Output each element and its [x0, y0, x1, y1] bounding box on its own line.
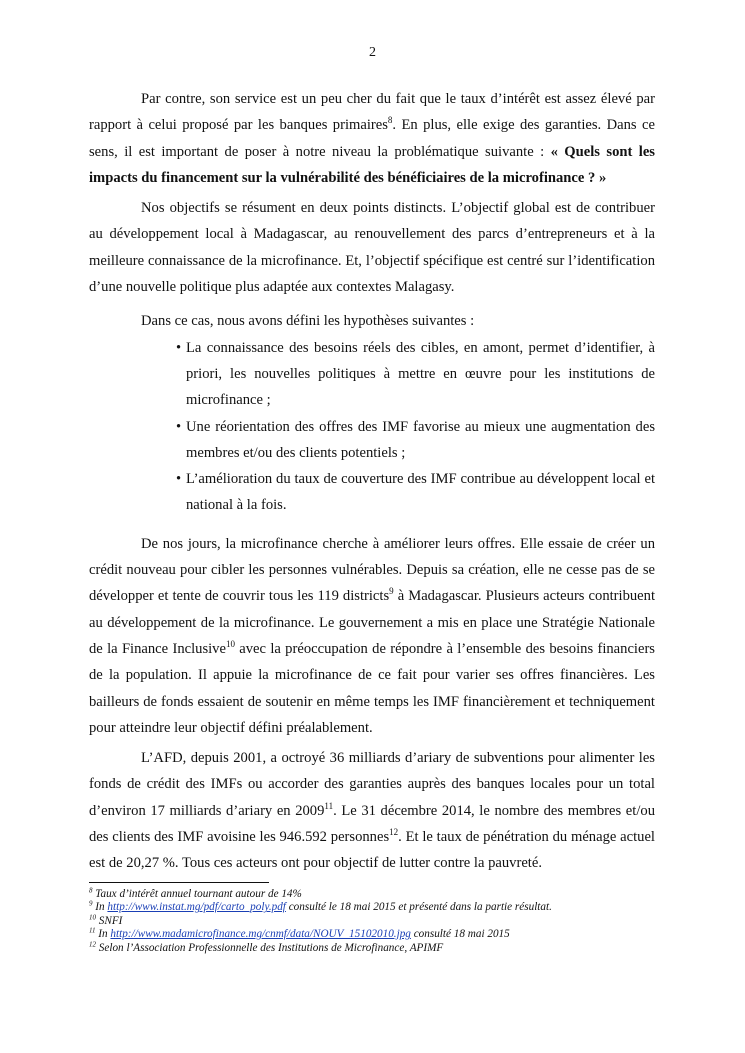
- research-question: « Quels sont les impacts du financement sur la vulnérabilité des bénéficiaires de la microfinance ? »: [89, 143, 655, 186]
- footnote-number: 9: [89, 899, 93, 908]
- text: L’AFD, depuis 2001, a octroyé 36 milliards d’ariary de subventions pour alimenter les fonds de crédit des IMFs ou accorder des garanties auprès des banques locales pour un total d’environ 17 milliards d’ariary en 2009: [89, 750, 655, 819]
- text: . En plus, elle exige des garanties. Dans ce sens, il est important de poser à notre niveau la problématique suivante :: [89, 117, 655, 160]
- list-item: [176, 335, 655, 414]
- footnote-number: 10: [89, 913, 96, 922]
- footnote-12: [89, 939, 669, 955]
- footnote-ref-12[interactable]: 12: [389, 827, 399, 838]
- hypothesis-text: L’amélioration du taux de couverture des IMF contribue au développent local et national à la fois.: [186, 471, 655, 514]
- bullet-icon: •: [176, 418, 182, 435]
- footnote-text: consulté le 18 mai 2015 et présenté dans la partie résultat.: [285, 901, 552, 914]
- footnote-ref-11[interactable]: 11: [324, 800, 334, 811]
- page-number: 2: [369, 45, 376, 60]
- text: . Et le taux de pénétration du ménage actuel est de 20,27 %. Tous ces acteurs ont pour objectif de lutter contre la pauvreté.: [89, 829, 655, 872]
- footnote-number: 12: [89, 939, 96, 948]
- footnote-9: [89, 901, 669, 914]
- hypothesis-text: Une réorientation des offres des IMF favorise au mieux une augmentation des membres et/ou des clients potentiels ;: [186, 418, 655, 461]
- footnotes: [89, 888, 669, 955]
- footnote-text: SNFI: [98, 914, 123, 927]
- footnote-text: In: [95, 901, 108, 914]
- hypotheses-list: [89, 335, 655, 519]
- hypothesis-text: La connaissance des besoins réels des cibles, en amont, permet d’identifier, à priori, les nouvelles politiques à mettre en œuvre pour les institutions de microfinance ;: [186, 339, 655, 409]
- footnote-link[interactable]: http://www.instat.mg/pdf/carto_poly.pdf: [107, 901, 286, 914]
- list-item: [176, 466, 655, 519]
- text: avec la préoccupation de répondre à l’ensemble des besoins financiers de la population. Il appuie la microfinance de ce fait pour varier ses offres financières. Les bailleurs de fonds essaient de soutenir en même temps les IMF financièrement et techniquement pour atteindre leur objectif défini préalablement.: [89, 640, 655, 736]
- paragraph-problematique: [89, 86, 655, 191]
- footnote-10: [89, 915, 669, 928]
- footnote-ref-9[interactable]: 9: [389, 586, 394, 597]
- text: Par contre, son service est un peu cher du fait que le taux d’intérêt est assez élevé par rapport à celui proposé par les banques primaires: [89, 91, 655, 134]
- hypotheses-intro: Dans ce cas, nous avons défini les hypothèses suivantes :: [141, 313, 475, 330]
- document-body: [89, 86, 655, 877]
- footnote-ref-10[interactable]: 10: [225, 639, 235, 650]
- text: à Madagascar. Plusieurs acteurs contribuent au développement de la microfinance. Le gouvernement a mis en place une Stratégie Nationale de la Finance Inclusive: [89, 588, 656, 657]
- paragraph-objectifs: Nos objectifs se résument en deux points distincts. L’objectif global est de contribuer au développement local à Madagascar, au renouvellement des parcs d’entrepreneurs et à la meilleure connaissance de la microfinance. Et, l’objectif spécifique est centré sur l’identification d’une nouvelle politique plus adaptée aux contextes Malagasy.: [89, 200, 655, 296]
- footnote-text: consulté 18 mai 2015: [410, 928, 510, 941]
- footnote-11: [89, 928, 669, 941]
- bullet-icon: •: [176, 339, 182, 356]
- footnote-text: Taux d’intérêt annuel tournant autour de 14%: [95, 888, 302, 900]
- footnote-number: 11: [89, 926, 96, 935]
- bullet-icon: •: [176, 471, 182, 488]
- footnote-text: Selon l’Association Professionnelle des Institutions de Microfinance, APIMF: [98, 941, 444, 954]
- footnote-separator: [89, 882, 269, 883]
- paragraph-afd: [89, 745, 655, 876]
- footnote-link[interactable]: http://www.madamicrofinance.mg/cnmf/data/NOUV_15102010.jpg: [110, 928, 411, 941]
- footnote-text: In: [98, 928, 111, 941]
- text: De nos jours, la microfinance cherche à améliorer leurs offres. Elle essaie de créer un crédit nouveau pour cibler les personnes vulnérables. Depuis sa création, elle ne cesse pas de se développer et tente de couvrir tous les 119 districts: [89, 535, 655, 605]
- footnote-8: [89, 888, 669, 901]
- footnote-ref-8[interactable]: 8: [387, 115, 393, 126]
- list-item: [176, 414, 655, 467]
- paragraph-microfinance: [89, 531, 655, 741]
- footnote-number: 8: [89, 886, 93, 895]
- text: . Le 31 décembre 2014, le nombre des membres et/ou des clients des IMF avoisine les 946.592 personnes: [89, 802, 655, 846]
